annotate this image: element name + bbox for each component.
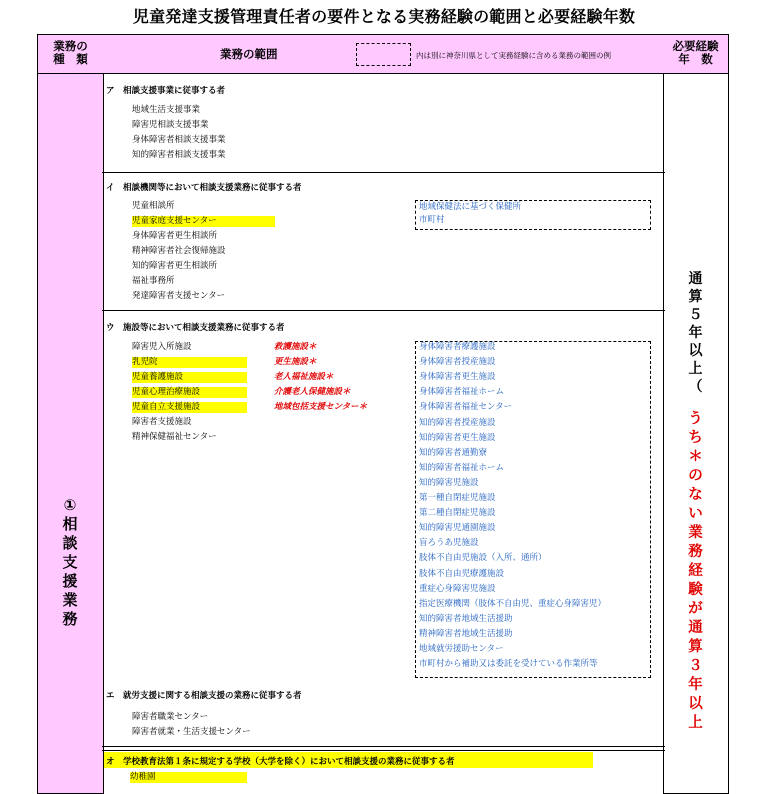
extra-list-item: 知的障害者通勤寮 — [419, 447, 488, 458]
years-condition-char: ち — [688, 430, 703, 446]
years-condition-char: 務 — [688, 544, 703, 560]
category-char: 業 — [62, 591, 78, 609]
category-char: 援 — [62, 572, 78, 590]
years-cell — [663, 74, 729, 794]
years-condition-char: 験 — [688, 582, 703, 598]
section-divider — [102, 746, 665, 747]
list-item-highlighted: 乳児院 — [132, 357, 247, 368]
years-condition-char: の — [688, 468, 703, 484]
list-item-highlighted: 児童心理治療施設 — [132, 387, 247, 398]
years-condition-char: 以 — [688, 696, 703, 712]
section-i — [102, 173, 665, 311]
list-item: 障害児相談支援事業 — [132, 120, 209, 130]
extra-list-item: 知的障害者地域生活援助 — [419, 613, 513, 624]
section-a — [102, 74, 665, 173]
category-char: 支 — [62, 553, 78, 571]
list-item: 地域生活支援事業 — [132, 105, 201, 115]
years-total-char: ５ — [688, 307, 703, 323]
extra-list-item: 身体障害者授産施設 — [419, 357, 496, 368]
section-e-title: エ 就労支援に関する相談支援の業務に従事する者 — [106, 691, 302, 701]
header-col-type — [37, 34, 104, 74]
header-col-years-label: 必要経験 年 数 — [672, 39, 719, 66]
years-condition-char: 通 — [688, 620, 703, 636]
years-condition-char: 業 — [688, 525, 703, 541]
years-total-char: 通 — [688, 271, 703, 287]
category-label — [38, 496, 102, 629]
scope-column — [102, 74, 665, 794]
list-item: 福祉事務所 — [132, 276, 175, 286]
extra-list-item: 市町村から補助又は委託を受けている作業所等 — [419, 659, 598, 670]
extra-list-item: 肢体不自由児施設（入所、通所） — [419, 553, 547, 564]
list-item-highlighted: 児童自立支援施設 — [132, 402, 247, 413]
extra-list-item: 知的障害児通園施設 — [419, 523, 496, 534]
years-total-char: 以 — [688, 343, 703, 359]
years-label — [664, 270, 727, 733]
list-item: 知的障害者相談支援事業 — [132, 150, 226, 160]
list-item: 障害児入所施設 — [132, 342, 192, 352]
list-item: 身体障害者更生相談所 — [132, 231, 218, 241]
extra-list-item: 指定医療機関（肢体不自由児、重症心身障害児） — [419, 598, 607, 609]
list-item: 精神障害者社会復帰施設 — [132, 246, 226, 256]
extra-list-item: 身体障害者福祉センター — [419, 402, 513, 413]
red-list-item: 地域包括支援センター＊ — [274, 402, 368, 412]
category-char: 相 — [62, 515, 78, 533]
years-total-text — [664, 270, 727, 396]
list-item: 知的障害者更生相談所 — [132, 261, 218, 271]
years-condition-char: い — [688, 506, 703, 522]
header-col-type-label: 業務の 種 類 — [53, 39, 88, 66]
extra-list-item: 知的障害者授産施設 — [419, 417, 496, 428]
years-condition-char: 年 — [688, 677, 703, 693]
section-a-title: ア 相談支援事業に従事する者 — [106, 86, 226, 96]
extra-list-item: 第一種自閉症児施設 — [419, 493, 496, 503]
years-total-char: 年 — [688, 325, 703, 341]
extra-list-item: 知的障害者更生施設 — [419, 432, 496, 443]
years-condition-text — [664, 410, 727, 733]
extra-list-item: 地域保健法に基づく保健所 — [419, 202, 522, 212]
list-item: 障害者就業・生活支援センター — [132, 727, 251, 737]
section-u — [102, 311, 665, 751]
extra-list-item: 知的障害児施設 — [419, 477, 479, 488]
page-title: 児童発達支援管理責任者の要件となる実務経験の範囲と必要経験年数 — [132, 7, 636, 26]
category-cell — [37, 74, 104, 794]
years-condition-char: ３ — [688, 658, 703, 674]
red-list-item: 老人福祉施設＊ — [274, 372, 334, 382]
extra-list-item: 身体障害者療護施設 — [419, 342, 496, 352]
extra-list-item: 地域就労援助センター — [419, 644, 504, 654]
list-item-highlighted: 児童家庭支援センター — [132, 216, 275, 227]
red-list-item: 介護老人保健施設＊ — [274, 387, 351, 397]
section-u-title: ウ 施設等において相談支援業務に従事する者 — [106, 323, 285, 333]
extra-list-item: 重症心身障害児施設 — [419, 583, 496, 594]
years-total-char: （ — [688, 379, 703, 395]
years-condition-char: う — [688, 411, 703, 427]
category-char: 務 — [62, 610, 78, 628]
header-col-scope — [102, 34, 665, 74]
extra-list-item: 肢体不自由児療護施設 — [419, 568, 505, 579]
extra-list-item: 第二種自閉症児施設 — [419, 508, 496, 519]
legend-dashed-box — [356, 43, 411, 66]
extra-list-item: 市町村 — [419, 215, 445, 225]
list-item: 発達障害者支援センター — [132, 291, 226, 301]
red-list-item: 救護施設＊ — [274, 342, 317, 352]
years-condition-char: な — [688, 487, 703, 503]
years-condition-char: ＊ — [688, 449, 703, 465]
years-condition-char: が — [688, 601, 703, 617]
years-total-char: 算 — [688, 289, 703, 305]
red-list-item: 更生施設＊ — [274, 357, 317, 367]
list-item: 児童相談所 — [132, 201, 175, 211]
years-total-char: 上 — [688, 361, 703, 377]
extra-list-item: 精神障害者地域生活援助 — [419, 628, 513, 639]
header-col-years — [663, 34, 729, 74]
years-condition-char: 経 — [688, 563, 703, 579]
list-item-highlighted: 児童養護施設 — [132, 372, 247, 383]
list-item: 障害者職業センター — [132, 712, 209, 722]
category-char: 談 — [62, 534, 78, 552]
extra-list-item: 知的障害者福祉ホーム — [419, 462, 505, 473]
extra-list-item: 盲ろうあ児施設 — [419, 538, 479, 549]
list-item: 身体障害者相談支援事業 — [132, 135, 226, 145]
list-item: 障害者支援施設 — [132, 417, 192, 427]
years-condition-char: 上 — [688, 715, 703, 731]
list-item: 精神保健福祉センター — [132, 432, 217, 442]
list-item-highlighted: 幼稚園 — [130, 772, 247, 783]
category-char: ① — [63, 496, 77, 514]
years-condition-char: 算 — [688, 639, 703, 655]
extra-list-item: 身体障害者福祉ホーム — [419, 387, 505, 398]
header-col-scope-label: 業務の範囲 — [220, 47, 278, 61]
extra-list-item: 身体障害者更生施設 — [419, 372, 496, 383]
section-o-title: オ 学校教育法第１条に規定する学校（大学を除く）において相談支援の業務に従事する者 — [106, 757, 455, 767]
legend-text: 内は別に神奈川県として実務経験に含める業務の範囲の例 — [416, 51, 611, 60]
section-i-title: イ 相談機関等において相談支援業務に従事する者 — [106, 183, 302, 193]
